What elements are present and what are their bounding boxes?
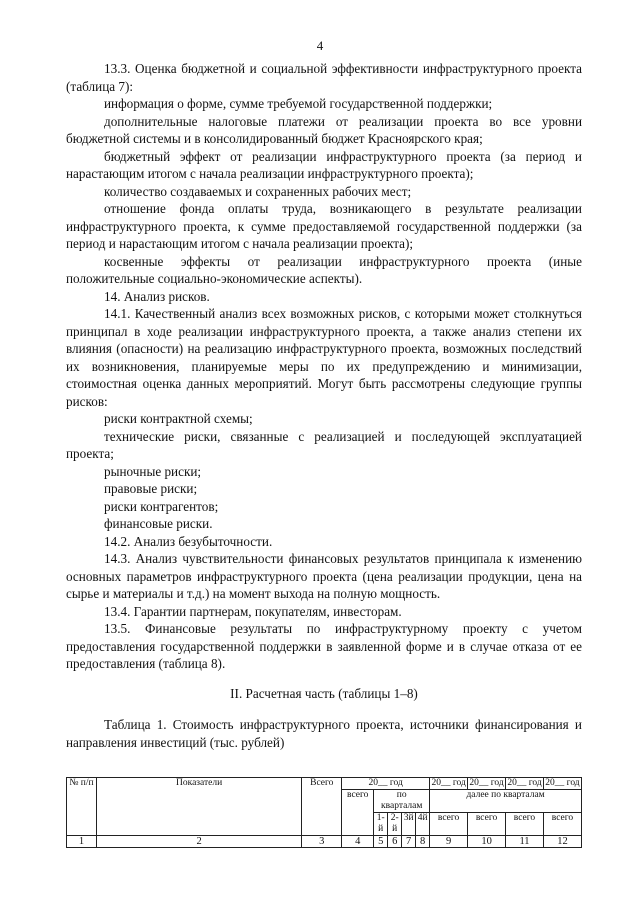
header-year-total: всего xyxy=(342,790,374,836)
column-number: 8 xyxy=(416,836,430,848)
paragraph: 13.3. Оценка бюджетной и социальной эффективности инфраструктурного проекта (таблица 7): xyxy=(66,61,582,94)
paragraph: отношение фонда оплаты труда, возникающего в результате реализации инфраструктурного проекта, к сумме предоставляемой государственной поддержки (за период и нарастающим итогом с начала реализации проекта); xyxy=(66,201,582,251)
header-later-year: 20__ год xyxy=(431,778,466,788)
header-quarter: 1-й xyxy=(374,813,388,836)
header-later-total: всего xyxy=(430,813,468,836)
paragraph: риски контрактной схемы; xyxy=(104,411,253,426)
paragraph: 14.1. Качественный анализ всех возможных рисков, с которыми может столкнуться принципал в ходе реализации инфраструктурного проекта, а также анализ степени их влияния (опасности) на реализацию инфраструктурного проекта, возможных последствий их возникновения, планируемые меры по их предупреждению и минимизации, стоимостная оценка данных мероприятий. Могут быть рассмотрены следующие группы рисков: xyxy=(66,306,582,409)
paragraph: 13.5. Финансовые результаты по инфраструктурному проекту с учетом предоставления государственной поддержки в заявленной форме и в случае отказа от ее предоставления (таблица 8). xyxy=(66,621,582,671)
paragraph: бюджетный эффект от реализации инфраструктурного проекта (за период и нарастающим итогом с начала реализации инфраструктурного проекта); xyxy=(66,148,582,181)
paragraph: 13.4. Гарантии партнерам, покупателям, инвесторам. xyxy=(104,603,402,619)
column-number: 4 xyxy=(342,836,374,848)
header-by-quarters: по кварталам xyxy=(374,790,430,813)
header-later-by-quarters: далее по кварталам xyxy=(430,790,582,813)
paragraph: 14.2. Анализ безубыточности. xyxy=(104,533,273,549)
column-number: 9 xyxy=(430,836,468,848)
header-later-total: всего xyxy=(506,813,544,836)
paragraph: правовые риски; xyxy=(104,481,198,496)
table-caption: Таблица 1. Стоимость инфраструктурного проекта, источники финансирования и направления инвестиций (тыс. рублей) xyxy=(66,717,582,750)
header-quarter: 4й xyxy=(416,813,430,836)
column-number: 2 xyxy=(96,836,301,848)
header-quarter: 3й xyxy=(402,813,416,836)
header-later-year: 20__ год xyxy=(469,778,504,788)
paragraph: количество создаваемых и сохраненных рабочих мест; xyxy=(104,183,412,199)
header-year-group: 20__ год xyxy=(342,778,430,790)
document-body xyxy=(66,60,582,751)
column-number: 7 xyxy=(402,836,416,848)
paragraph: рыночные риски; xyxy=(104,463,202,479)
header-later-total: всего xyxy=(468,813,506,836)
paragraph: дополнительные налоговые платежи от реализации проекта во все уровни бюджетной системы и в консолидированный бюджет Красноярского края; xyxy=(66,113,582,146)
column-number: 1 xyxy=(67,836,97,848)
header-total: Всего xyxy=(302,778,342,836)
header-quarter: 2-й xyxy=(388,813,402,836)
column-number: 11 xyxy=(506,836,544,848)
table-1 xyxy=(66,777,582,848)
column-number: 5 xyxy=(374,836,388,848)
paragraph: косвенные эффекты от реализации инфраструктурного проекта (иные положительные социально-экономические аспекты). xyxy=(66,253,582,286)
paragraph: риски контрагентов; xyxy=(104,498,219,514)
column-number: 10 xyxy=(468,836,506,848)
paragraph: технические риски, связанные с реализацией и последующей эксплуатацией проекта; xyxy=(66,428,582,461)
section-heading: II. Расчетная часть (таблицы 1–8) xyxy=(230,685,418,701)
header-num: № п/п xyxy=(67,778,97,836)
paragraph: информация о форме, сумме требуемой государственной поддержки; xyxy=(104,96,493,111)
column-number: 12 xyxy=(543,836,581,848)
column-number: 3 xyxy=(302,836,342,848)
paragraph-list xyxy=(66,60,582,673)
page-number: 4 xyxy=(316,38,324,53)
column-number-row xyxy=(67,836,582,848)
paragraph: финансовые риски. xyxy=(104,516,213,531)
header-indicators: Показатели xyxy=(96,778,301,836)
header-later-year: 20__ год xyxy=(507,778,542,788)
column-number: 6 xyxy=(388,836,402,848)
paragraph: 14.3. Анализ чувствительности финансовых результатов принципала к изменению основных параметров инфраструктурного проекта (цена реализации продукции, цена на сырье и материалы и т.д.) на момент выхода на полную мощность. xyxy=(66,551,582,601)
header-later-total: всего xyxy=(543,813,581,836)
header-later-year: 20__ год xyxy=(545,778,580,788)
paragraph: 14. Анализ рисков. xyxy=(104,288,210,304)
